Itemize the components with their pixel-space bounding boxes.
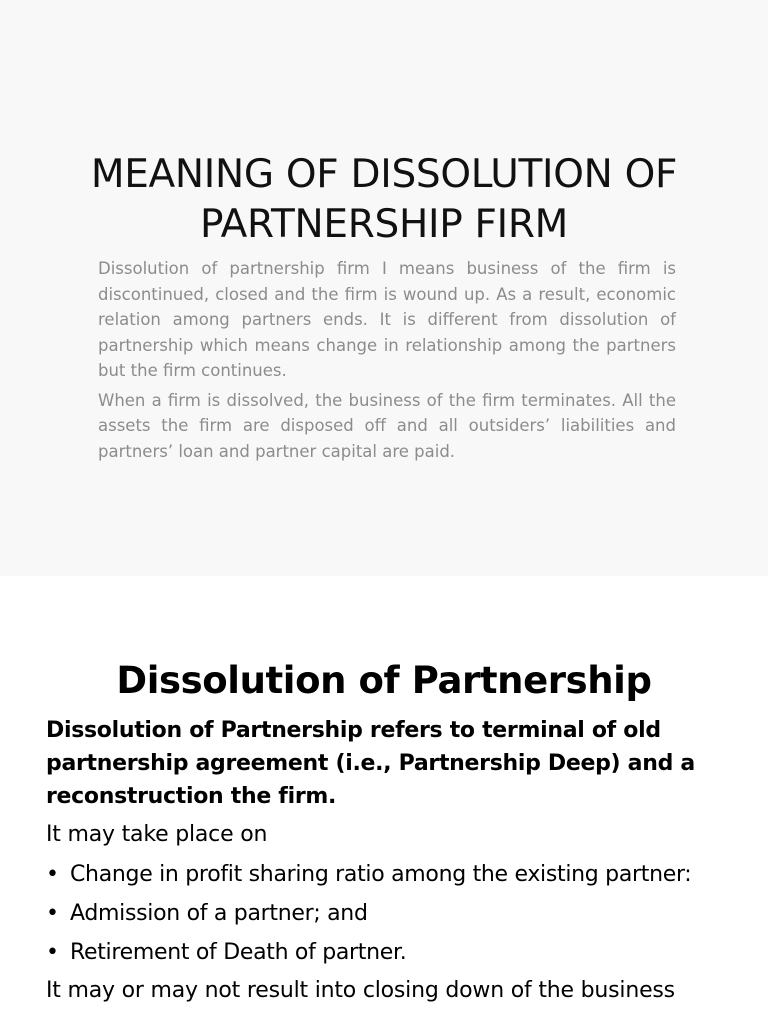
list-item [46,894,746,933]
list-item [46,855,746,894]
bullet-icon: • [46,901,59,926]
closing-text: It may or may not result into closing down of the business [46,978,675,1003]
bullet-icon: • [46,940,59,965]
list-item-text: Admission of a partner; and [70,901,368,926]
slide-title: Dissolution of Partnership [116,658,652,702]
intro-text: Dissolution of Partnership refers to terminal of old partnership agreement (i.e., Partnership Deep) and a reconstruction the firm. [46,718,695,809]
list-item [46,933,746,972]
list-item-text: Retirement of Death of partner. [70,940,407,965]
bullet-icon: • [46,862,59,887]
slide-body [46,714,746,1009]
list-item-text: Change in profit sharing ratio among the existing partner: [70,862,692,887]
slide-body [98,256,676,468]
lead-text: It may take place on [46,822,268,847]
bullet-list [46,855,746,972]
body-paragraph: When a firm is dissolved, the business of the firm terminates. All the assets the firm are disposed off and all outsiders’ liabilities and partners’ loan and partner capital are paid. [98,390,676,461]
body-paragraph: Dissolution of partnership firm I means business of the firm is discontinued, closed and the firm is wound up. As a result, economic relation among partners ends. It is different from dissolution of partnership which means change in relationship among the partners but the firm continues. [98,259,676,380]
slide-title: MEANING OF DISSOLUTION OF PARTNERSHIP FIRM [90,152,678,248]
slide-dissolution-of-partnership [0,580,768,1024]
